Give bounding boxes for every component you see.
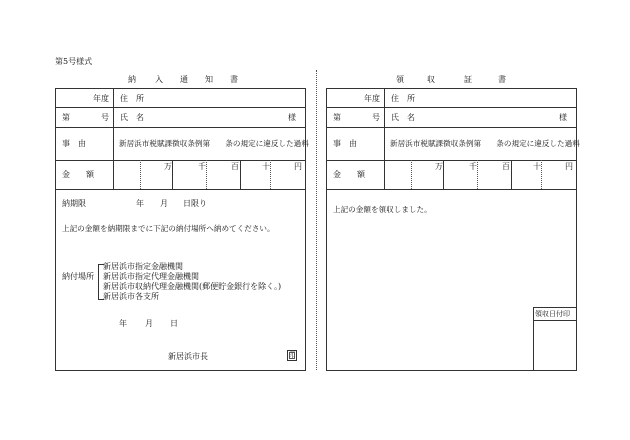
notice-title-char-2: 入 [155, 75, 163, 84]
receipt-name-label: 氏 名 [391, 113, 415, 122]
notice-title-char-4: 知 [205, 75, 213, 84]
receipt-date-stamp-label: 領収日付印 [535, 310, 570, 318]
notice-instruction: 上記の金額を納期限までに下記の納付場所へ納めてください。 [62, 224, 275, 233]
receipt-title-char-2: 収 [427, 75, 435, 84]
notice-deadline-day: 日限り [183, 199, 207, 208]
cut-line [316, 70, 317, 370]
notice-deadline-month: 月 [160, 199, 168, 208]
receipt-name-suffix: 様 [559, 113, 567, 122]
notice-unit-juu: 十 [262, 162, 270, 171]
notice-number-label-suffix: 号 [101, 113, 109, 122]
receipt-title-char-1: 領 [396, 75, 404, 84]
notice-title-char-3: 通 [180, 75, 188, 84]
notice-date-day: 日 [170, 319, 178, 328]
notice-address-label: 住 所 [120, 94, 144, 103]
receipt-number-label-suffix: 号 [372, 113, 380, 122]
payment-place-4: 新居浜市各支所 [103, 292, 159, 301]
notice-name-suffix: 様 [288, 113, 296, 122]
notice-date-month: 月 [145, 319, 153, 328]
notice-title-char-1: 納 [128, 75, 136, 84]
receipt-title-char-4: 書 [498, 75, 506, 84]
receipt-amount-label: 金 額 [333, 170, 365, 179]
receipt-title-char-3: 証 [464, 75, 472, 84]
notice-number-label-prefix: 第 [62, 113, 70, 122]
notice-reason-text: 新居浜市税賦課徴収条例第 条の規定に違反した過料 [119, 139, 309, 148]
receipt-number-label-prefix: 第 [333, 113, 341, 122]
notice-unit-man: 万 [164, 162, 172, 171]
notice-issuer: 新居浜市長 [168, 352, 208, 361]
receipt-reason-text: 新居浜市税賦課徴収条例第 条の規定に違反した過料 [390, 139, 580, 148]
notice-name-label: 氏 名 [120, 113, 144, 122]
notice-title-char-5: 書 [230, 75, 238, 84]
notice-unit-yen: 円 [294, 162, 302, 171]
notice-deadline-year: 年 [136, 199, 144, 208]
payment-place-2: 新居浜市指定代理金融機関 [103, 272, 199, 281]
receipt-address-label: 住 所 [391, 94, 415, 103]
payment-place-3: 新居浜市収納代理金融機関(郵便貯金銀行を除く。) [103, 282, 282, 291]
notice-amount-label: 金 額 [62, 170, 94, 179]
notice-reason-label: 事 由 [62, 139, 86, 148]
seal-stamp: 印 [288, 351, 296, 359]
receipt-reason-label: 事 由 [333, 139, 357, 148]
form-number: 第5号様式 [55, 57, 93, 66]
notice-unit-sen: 千 [198, 162, 206, 171]
receipt-unit-juu: 十 [533, 162, 541, 171]
notice-deadline-label: 納期限 [62, 199, 86, 208]
notice-year-label: 年度 [93, 94, 109, 103]
receipt-statement: 上記の金額を領収しました。 [333, 205, 432, 214]
receipt-unit-man: 万 [435, 162, 443, 171]
receipt-unit-sen: 千 [469, 162, 477, 171]
notice-date-year: 年 [119, 319, 127, 328]
receipt-unit-hyaku: 百 [502, 162, 510, 171]
receipt-year-label: 年度 [364, 94, 380, 103]
receipt-unit-yen: 円 [565, 162, 573, 171]
payment-place-label: 納付場所 [62, 272, 94, 281]
payment-place-1: 新居浜市指定金融機関 [103, 262, 183, 271]
notice-unit-hyaku: 百 [231, 162, 239, 171]
